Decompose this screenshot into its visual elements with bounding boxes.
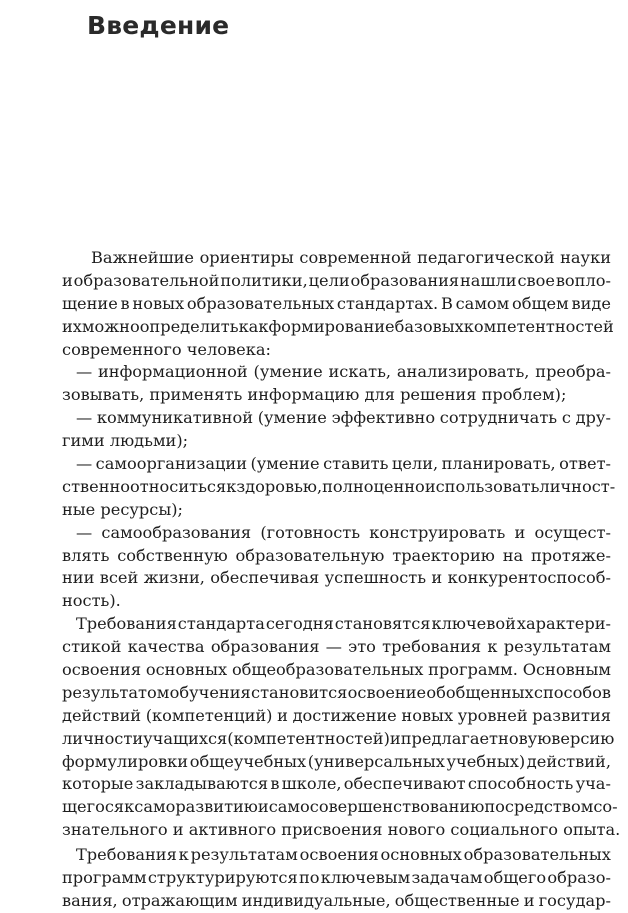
text-line <box>62 499 611 522</box>
text-word: новых <box>401 705 454 725</box>
text-word: науки <box>560 248 611 267</box>
text-word: общеучебных <box>189 751 307 771</box>
text-word: личности <box>62 728 144 748</box>
text-word: щение <box>62 293 118 313</box>
text-line <box>62 339 611 362</box>
text-word: ответ- <box>559 454 611 474</box>
text-word: как <box>238 316 269 336</box>
text-word: новую <box>498 728 552 748</box>
text-word: образования <box>210 637 320 657</box>
text-word: в <box>120 293 130 313</box>
text-word: версию <box>551 728 615 748</box>
text-word: свое <box>517 270 555 290</box>
text-word: становятся <box>334 614 431 634</box>
text-word: формирование <box>268 316 395 336</box>
text-word: преобра- <box>535 362 611 382</box>
text-word: к <box>178 845 189 865</box>
text-line <box>62 636 611 659</box>
text-word: и <box>277 705 288 725</box>
text-word: самоорганизации <box>95 454 247 474</box>
text-word: (универсальных <box>307 751 445 771</box>
text-word: действий <box>62 705 142 725</box>
text-word: образовательной <box>73 270 220 290</box>
text-word: коммуникативной <box>96 408 253 428</box>
text-word: школе, <box>281 774 342 794</box>
text-line <box>62 590 611 613</box>
text-word: определить <box>139 316 239 336</box>
text-word: основных <box>145 660 228 680</box>
text-word: влять <box>62 545 110 565</box>
text-word: и <box>257 797 269 817</box>
text-word: личност- <box>539 476 616 496</box>
text-word: образовательную <box>235 545 385 565</box>
text-word: качества <box>127 637 205 657</box>
text-line-content: современного человека: <box>62 339 271 359</box>
text-word: предлагает <box>400 728 499 748</box>
text-word: результатам <box>190 845 298 865</box>
text-word: политики, <box>220 270 308 290</box>
text-line-content: гими людьми); <box>62 431 189 451</box>
text-word: — <box>325 637 342 657</box>
text-word: обеспечивают <box>343 774 466 794</box>
text-word: посредством <box>484 797 594 817</box>
text-word: планировать, <box>441 454 556 474</box>
text-line <box>62 773 611 796</box>
text-word: вопло- <box>555 270 611 290</box>
text-line <box>62 728 615 751</box>
text-word: уровней <box>457 705 528 725</box>
text-word: стандартах. <box>336 293 439 313</box>
text-word: программ. <box>428 660 518 680</box>
text-word: — <box>76 454 93 474</box>
text-word: — <box>76 408 93 428</box>
text-word: общественные <box>394 890 520 910</box>
text-word: освоение <box>347 682 427 702</box>
text-line <box>62 844 611 867</box>
text-word: учебных) <box>446 751 526 771</box>
text-word: способность <box>467 774 574 794</box>
text-word: обучения <box>169 682 251 702</box>
text-word: педагогической <box>417 248 555 267</box>
text-line <box>62 361 611 384</box>
text-word: компетентностей <box>463 316 614 336</box>
text-line <box>62 751 611 774</box>
text-word: стикой <box>62 637 122 657</box>
text-word: ключевой <box>431 614 516 634</box>
text-line <box>62 384 611 407</box>
text-line <box>62 453 611 476</box>
text-word: всей <box>99 568 139 588</box>
text-line <box>62 613 611 636</box>
text-word: успешность <box>324 568 427 588</box>
text-word: достижение <box>292 705 397 725</box>
text-word: относиться <box>130 476 227 496</box>
text-word: способов <box>533 682 611 702</box>
text-line <box>62 522 611 545</box>
text-word: новых <box>132 293 185 313</box>
text-word: нашли <box>460 270 517 290</box>
text-word: вания, <box>62 890 118 910</box>
text-word: — <box>76 362 93 382</box>
text-word: задачам <box>411 868 483 888</box>
text-word: искать, <box>328 362 392 382</box>
text-line <box>62 545 611 568</box>
text-word: общего <box>483 868 547 888</box>
text-line <box>62 705 611 728</box>
text-word: виде <box>571 293 611 313</box>
text-word: современной <box>299 248 412 267</box>
text-word: образо- <box>547 868 611 888</box>
text-word: самосовершенствованию <box>268 797 485 817</box>
text-word: результатам <box>503 637 611 657</box>
body-text <box>62 247 621 913</box>
text-word: жизни, <box>143 568 205 588</box>
text-word: Требования <box>76 845 177 865</box>
text-word: со- <box>593 797 618 817</box>
text-word: требования <box>382 637 482 657</box>
text-word: сегодня <box>265 614 334 634</box>
text-word: цели, <box>391 454 439 474</box>
text-word: в <box>270 774 280 794</box>
text-line <box>62 567 611 590</box>
text-word: (умение <box>250 454 320 474</box>
text-word: собственную <box>117 545 228 565</box>
text-word: их <box>62 316 82 336</box>
text-word: щегося <box>62 797 125 817</box>
text-word: к <box>124 797 135 817</box>
text-word: образования <box>350 270 460 290</box>
text-word: образовательных <box>186 293 335 313</box>
text-line <box>62 890 611 913</box>
text-word: общеобразовательных <box>231 660 424 680</box>
text-line <box>62 247 611 270</box>
text-word: на <box>502 545 524 565</box>
text-word: характери- <box>516 614 611 634</box>
text-word: закладываются <box>135 774 269 794</box>
text-word: базовых <box>394 316 464 336</box>
text-word: уча- <box>575 774 611 794</box>
text-word: структурируются <box>147 868 298 888</box>
text-word: ставить <box>323 454 389 474</box>
text-word: (компетенций) <box>145 705 273 725</box>
text-word: это <box>348 637 376 657</box>
page-title: Введение <box>87 11 230 40</box>
text-word: индивидуальные, <box>241 890 391 910</box>
text-word: и <box>389 728 401 748</box>
text-word: ключевым <box>320 868 411 888</box>
text-line-content: знательного и активного присвоения нового социального опыта. <box>62 820 621 840</box>
text-line <box>62 270 611 293</box>
text-word: и <box>62 270 73 290</box>
text-word: и <box>431 568 443 588</box>
text-word: основных <box>380 845 462 865</box>
text-line <box>62 430 611 453</box>
text-word: к <box>226 476 237 496</box>
text-word: ориентиры <box>199 248 294 267</box>
text-word: программ <box>62 868 147 888</box>
text-word: конкурентоспособ- <box>447 568 611 588</box>
text-line-content: зовывать, применять информацию для решения проблем); <box>62 385 567 405</box>
text-word: сотрудничать <box>439 408 558 428</box>
text-word: здоровью, <box>236 476 323 496</box>
text-word: цели <box>308 270 350 290</box>
text-line <box>62 293 611 316</box>
text-line-content: ные ресурсы); <box>62 499 184 519</box>
text-word: которые <box>62 774 134 794</box>
text-word: с <box>561 408 571 428</box>
text-line <box>62 476 616 499</box>
text-word: становится <box>251 682 348 702</box>
text-word: образовательных <box>463 845 611 865</box>
text-word: информационной <box>98 362 248 382</box>
text-word: действий, <box>526 751 611 771</box>
text-word: освоения <box>299 845 379 865</box>
text-word: осущест- <box>534 522 611 542</box>
text-line <box>62 316 614 339</box>
text-word: Требования <box>76 614 177 634</box>
text-word: саморазвитию <box>134 797 258 817</box>
text-word: конструировать <box>369 522 506 542</box>
text-word: (умение <box>253 362 323 382</box>
text-word: государ- <box>538 890 611 910</box>
text-word: дру- <box>575 408 611 428</box>
text-word: к <box>487 637 498 657</box>
text-line-content: ность). <box>62 591 121 611</box>
text-word: самом <box>455 293 510 313</box>
text-word: общем <box>512 293 569 313</box>
text-word: эффективно <box>331 408 436 428</box>
text-line <box>62 682 611 705</box>
text-word: (умение <box>257 408 327 428</box>
text-word: можно <box>81 316 140 336</box>
text-word: обеспечивая <box>210 568 320 588</box>
text-word: по <box>298 868 320 888</box>
text-word: развития <box>532 705 611 725</box>
text-word: стандарта <box>177 614 265 634</box>
text-line <box>62 796 618 819</box>
text-line <box>62 819 621 842</box>
text-word: Важнейшие <box>91 248 195 267</box>
text-word: самообразования <box>101 522 252 542</box>
text-word: протяже- <box>530 545 611 565</box>
text-word: — <box>76 522 93 542</box>
text-word: анализировать, <box>396 362 530 382</box>
text-word: (компетентностей) <box>227 728 390 748</box>
text-word: использовать <box>424 476 540 496</box>
text-word: обобщенных <box>426 682 534 702</box>
text-line <box>62 659 611 682</box>
text-word: В <box>440 293 453 313</box>
text-word: результатом <box>62 682 170 702</box>
text-word: Основным <box>522 660 611 680</box>
text-word: ственно <box>62 476 131 496</box>
text-word: учащихся <box>143 728 228 748</box>
text-word: формулировки <box>62 751 189 771</box>
text-word: отражающим <box>121 890 238 910</box>
text-word: траекторию <box>392 545 495 565</box>
text-word: и <box>523 890 535 910</box>
text-line <box>62 867 611 890</box>
text-word: и <box>514 522 526 542</box>
text-word: нии <box>62 568 95 588</box>
text-word: (готовность <box>260 522 361 542</box>
text-word: полноценно <box>322 476 425 496</box>
text-line <box>62 407 611 430</box>
text-word: освоения <box>62 660 142 680</box>
